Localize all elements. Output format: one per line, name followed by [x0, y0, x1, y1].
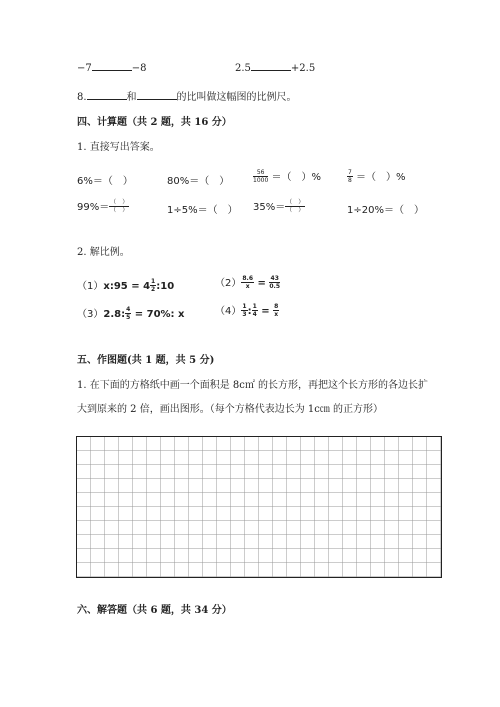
- question-2-prompt: 2. 解比例。: [77, 247, 130, 258]
- denominator: 5: [126, 314, 131, 321]
- answer-blank[interactable]: [137, 91, 177, 100]
- numerator: 43: [270, 275, 279, 282]
- answer-blank[interactable]: [251, 62, 291, 71]
- calc-item: 1÷20%＝（ ）: [347, 205, 424, 216]
- section-6-title: 六、解答题（共 6 题，共 34 分）: [77, 605, 232, 616]
- numerator: 1: [151, 278, 156, 285]
- question-1-prompt: 1. 直接写出答案。: [77, 142, 160, 153]
- fraction: [273, 304, 279, 318]
- denominator: （ ）: [110, 207, 129, 214]
- calc-item: 80%＝（ ）: [167, 176, 230, 187]
- question-8: [77, 88, 297, 103]
- calc-item: [253, 168, 321, 184]
- numerator: 7: [348, 169, 352, 176]
- section-4-title: 四、计算题（共 2 题，共 16 分）: [77, 117, 232, 128]
- calc-item: 1÷5%＝（ ）: [167, 205, 238, 216]
- compare-right-b: +2.5: [290, 63, 316, 74]
- equation-part: :10: [156, 281, 175, 292]
- section-5-title: 五、作图题(共 1 题，共 5 分): [77, 355, 215, 366]
- denominator: x: [245, 283, 250, 290]
- question-text: 和: [126, 92, 137, 103]
- numerator: （ ）: [286, 199, 305, 206]
- denominator: 8: [348, 177, 352, 184]
- question-number: 8.: [77, 92, 87, 103]
- compare-left: [77, 62, 147, 74]
- equals-sign: =: [257, 278, 266, 289]
- compare-right: [235, 62, 315, 74]
- denominator: x: [274, 311, 279, 318]
- fraction: [347, 170, 353, 184]
- numerator: 8.6: [242, 275, 254, 282]
- answer-blank[interactable]: [92, 62, 132, 71]
- question-text: 1. 在下面的方格纸中画一个面积是 8c㎡ 的长方形，再把这个长方形的各边长扩: [77, 380, 429, 391]
- calc-item: [77, 198, 129, 214]
- compare-right-a: 2.5: [235, 63, 251, 74]
- calc-tail: ＝（ ）%: [356, 172, 406, 183]
- calc-item: [347, 168, 406, 184]
- calc-item: 6%＝（ ）: [77, 176, 133, 187]
- question-text: 大到原来的 2 倍，画出图形。（每个方格代表边长为 1c㎝ 的正方形）: [77, 404, 384, 415]
- fraction: [109, 200, 129, 214]
- calc-item: [253, 198, 305, 214]
- question-text: 的比叫做这幅图的比例尺。: [176, 92, 297, 103]
- denominator: 0.5: [269, 283, 281, 290]
- fraction: [253, 170, 268, 184]
- denominator: 1000: [253, 177, 269, 184]
- item-label: （3）: [77, 309, 104, 320]
- calc-tail: ＝（ ）%: [271, 172, 321, 183]
- fraction: [241, 276, 254, 290]
- numerator: 1: [242, 303, 247, 310]
- numerator: 4: [126, 306, 131, 313]
- answer-blank[interactable]: [87, 91, 127, 100]
- equation-part: = 70%: x: [134, 309, 185, 320]
- item-label: （2）: [215, 278, 242, 289]
- item-label: （1）: [77, 281, 104, 292]
- compare-left-b: −8: [131, 63, 147, 74]
- proportion-3: [77, 305, 185, 321]
- denominator: 2: [151, 286, 156, 293]
- calc-head: 35%＝: [253, 202, 286, 213]
- numerator: 1: [252, 303, 257, 310]
- fraction: [125, 307, 131, 321]
- numerator: 56: [253, 170, 268, 177]
- fraction: [285, 200, 305, 214]
- item-label: （4）: [215, 306, 242, 317]
- equals-sign: =: [261, 306, 270, 317]
- proportion-1: [77, 277, 174, 293]
- calc-head: 99%＝: [77, 202, 110, 213]
- equation-part: x:95 = 4: [103, 281, 151, 292]
- proportion-4: [215, 302, 279, 318]
- denominator: （ ）: [286, 207, 305, 214]
- denominator: 3: [242, 311, 247, 318]
- compare-left-a: −7: [77, 63, 92, 74]
- equation-part: 2.8:: [103, 309, 126, 320]
- colon: :: [247, 306, 252, 317]
- proportion-2: [215, 274, 280, 290]
- drawing-grid[interactable]: [76, 436, 442, 578]
- fraction: [252, 304, 258, 318]
- fraction: [269, 276, 280, 290]
- denominator: 4: [252, 311, 257, 318]
- numerator: 8: [274, 303, 279, 310]
- numerator: （ ）: [110, 199, 129, 206]
